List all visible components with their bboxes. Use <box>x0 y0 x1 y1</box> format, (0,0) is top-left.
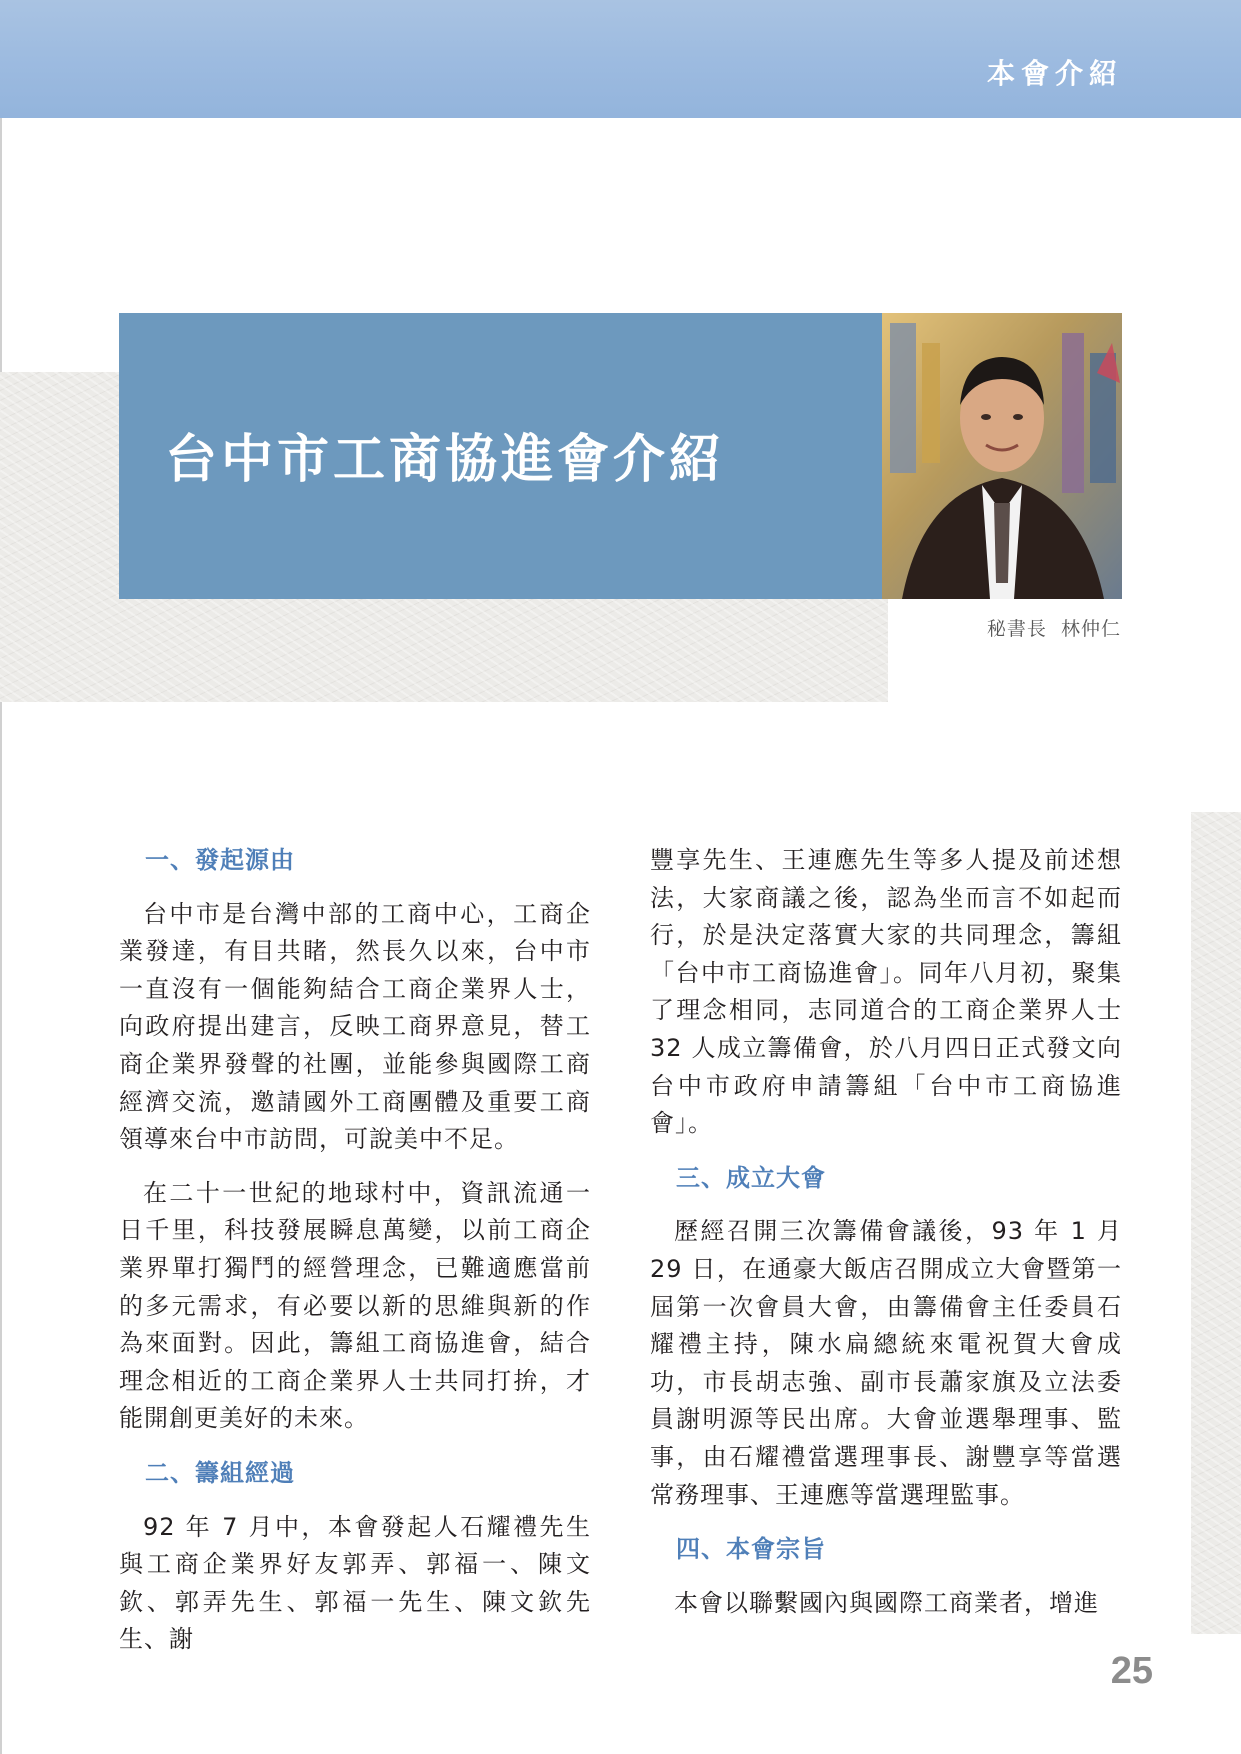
portrait-caption: 秘書長 林仲仁 <box>986 618 1121 640</box>
body-paragraph: 本會以聯繫國內與國際工商業者，增進 <box>674 1588 1099 1617</box>
section-heading: 二、籌組經過 <box>145 1458 295 1487</box>
header-band <box>0 0 1241 118</box>
section-heading: 四、本會宗旨 <box>676 1535 826 1564</box>
portrait-illustration <box>882 313 1122 599</box>
page-number: 25 <box>1110 1650 1153 1692</box>
page-title: 台中市工商協進會介紹 <box>165 430 726 490</box>
body-paragraph: 台中市是台灣中部的工商中心，工商企業發達，有目共睹，然長久以來，台中市一直沒有一個能夠結合工商企業界人士，向政府提出建言，反映工商界意見，替工商企業界發聲的社團，並能參與國際工商經濟交流，邀請國外工商團體及重要工商領導來台中市訪問，可說美中不足。 <box>119 899 591 1154</box>
portrait-photo <box>882 313 1122 599</box>
body-paragraph: 在二十一世紀的地球村中，資訊流通一日千里，科技發展瞬息萬變，以前工商企業界單打獨鬥的經營理念，已難適應當前的多元需求，有必要以新的思維與新的作為來面對。因此，籌組工商協進會，結合理念相近的工商企業界人士共同打拚，才能開創更美好的未來。 <box>119 1178 591 1433</box>
body-paragraph: 豐享先生、王連應先生等多人提及前述想法，大家商議之後，認為坐而言不如起而行，於是決定落實大家的共同理念，籌組「台中市工商協進會」。同年八月初，聚集了理念相同，志同道合的工商企業界人士 32 人成立籌備會，於八月四日正式發文向台中市政府申請籌組「台中市工商協進會」。 <box>650 846 1122 1138</box>
body-paragraph: 92 年 7 月中，本會發起人石耀禮先生與工商企業界好友郭弄、郭福一、陳文欽、郭弄先生、郭福一先生、陳文欽先生、謝 <box>119 1512 591 1654</box>
text-column-left <box>119 842 591 1659</box>
paper-texture-strip <box>1191 812 1241 1634</box>
section-heading: 一、發起源由 <box>145 846 295 874</box>
section-heading: 三、成立大會 <box>676 1163 826 1192</box>
title-panel <box>119 313 882 599</box>
text-column-right <box>650 842 1122 1622</box>
page-edge-rule <box>0 118 2 1754</box>
body-paragraph: 歷經召開三次籌備會議後，93 年 1 月 29 日，在通豪大飯店召開成立大會暨第一屆第一次會員大會，由籌備會主任委員石耀禮主持，陳水扁總統來電祝賀大會成功，市長胡志強、副市長蕭家旗及立法委員謝明源等民出席。大會並選舉理事、監事，由石耀禮當選理事長、謝豐享等當選常務理事、王連應等當選理監事。 <box>650 1217 1122 1509</box>
section-label: 本會介紹 <box>986 57 1123 90</box>
